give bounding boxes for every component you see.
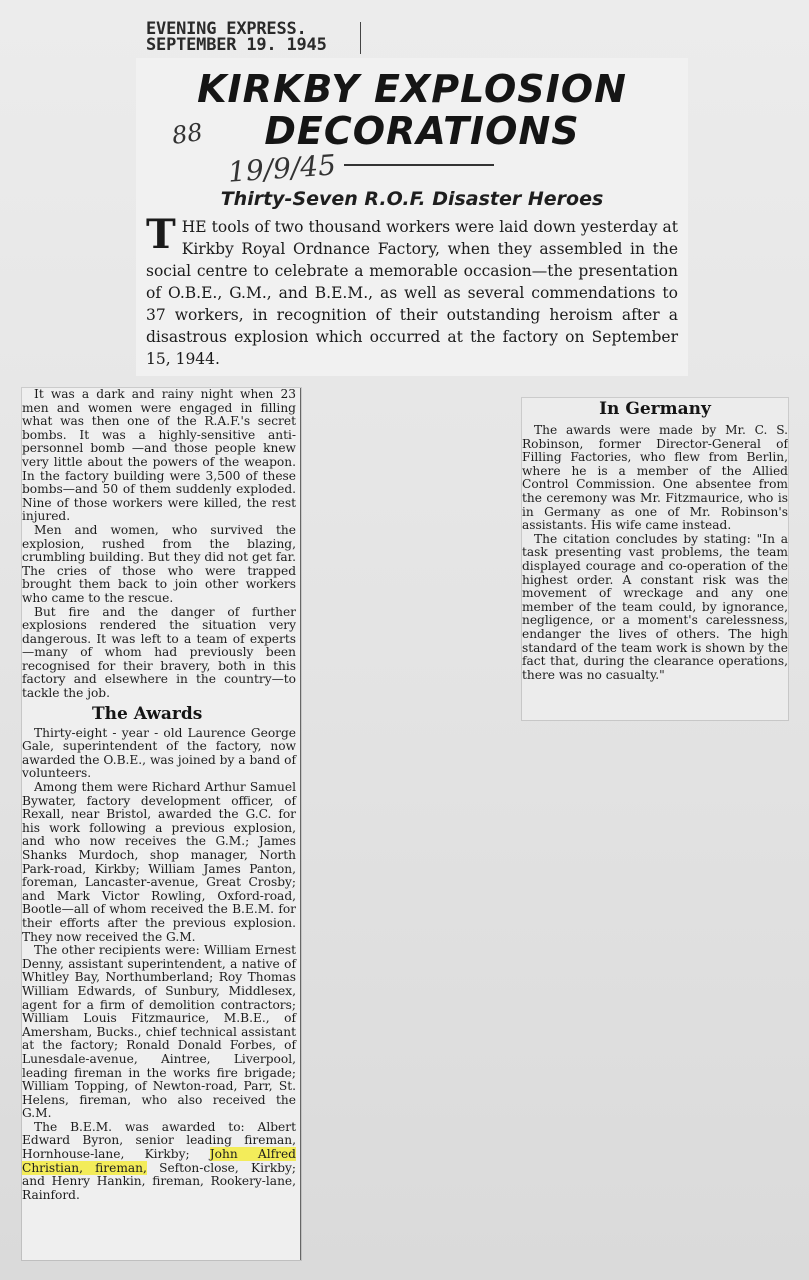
newspaper-name: EVENING EXPRESS. [146,19,307,39]
body-paragraph: The awards were made by Mr. C. S. Robinson, former Director-General of Filling Factories, who flew from Berlin, where he is a member of the Allied Control Commission. One absentee from the ceremony was Mr. Fitzmaurice, who is in Germany as one of Mr. Robinson's assistants. His wife came instead. [522,423,788,533]
drop-cap: T [146,211,176,258]
newspaper-date: SEPTEMBER 19. 1945 [146,35,327,55]
headline-clipping [136,58,688,376]
awards-heading: The Awards [92,703,203,724]
right-column-clipping [522,398,788,720]
bem-text-before: The B.E.M. was awarded to: Albert Edward Byron, senior leading fireman, Hornhouse-lane, Kirkby; [22,1119,296,1162]
in-germany-heading: In Germany [599,399,711,419]
masthead [146,21,362,54]
body-paragraph: But fire and the danger of further explosions rendered the situation very dangerous. It was left to a team of experts—many of whom had previously been recognised for their bravery, both in this factory and elsewhere in the country—to tackle the job. [22,604,296,701]
body-paragraph: It was a dark and rainy night when 23 men and women were engaged in filling what was then one of the R.A.F.'s secret bombs. It was a highly-sensitive anti-personnel bomb —and those people knew very little about the powers of the weapon. In the factory building were 3,500 of these bombs—and 50 of them suddenly exploded. Nine of those workers were killed, the rest injured. [22,388,296,524]
masthead-rule [360,22,361,54]
handwritten-underline [344,164,494,166]
bem-paragraph [22,1121,296,1203]
lede-text: HE tools of two thousand workers were laid down yesterday at Kirkby Royal Ordnance Factory, when they assembled in the social centre to celebrate a memorable occasion—the presentation of O.B.E., G.M., and B.E.M., as well as several commendations to 37 workers, in recognition of their outstanding heroism after a disastrous explosion which occurred at the factory on September 15, 1944. [146,218,678,368]
citation-paragraph: The citation concludes by stating: "In a task presenting vast problems, the team displayed courage and co-operation of the highest order. A constant risk was the movement of wreckage and any one member of the team could, by ignorance, negligence, or a moment's carelessness, endanger the lives of others. The high standard of the team work is shown by the fact that, during the clearance operations, there was no casualty." [522,531,788,682]
bem-text-after: Sefton-close, Kirkby; and Henry Hankin, fireman, Rookery-lane, Rainford. [22,1160,296,1202]
headline-line-2: DECORATIONS [264,109,580,153]
headline-line-1: KIRKBY EXPLOSION [197,67,627,111]
handwritten-reference: 88 [170,118,205,150]
left-column-clipping [22,388,301,1260]
subheadline: Thirty-Seven R.O.F. Disaster Heroes [220,188,604,210]
lede-paragraph [146,211,678,370]
handwritten-date: 19/9/45 [226,148,337,189]
headline [136,68,688,152]
awards-paragraph: Among them were Richard Arthur Samuel Bywater, factory development officer, of Rexall, near Bristol, awarded the G.C. for his work following a previous explosion, and who now receives the G.M.; James Shanks Murdoch, shop manager, North Park-road, Kirkby; William James Panton, foreman, Lancaster-avenue, Great Crosby; and Mark Victor Rowling, Oxford-road, Bootle—all of whom received the B.E.M. for their efforts after the previous explosion. They now received the G.M. [22,780,296,944]
highlighted-name: John Alfred Christian, fireman, [22,1147,296,1175]
awards-paragraph: The other recipients were: William Ernest Denny, assistant superintendent, a native of Whitley Bay, Northumberland; Roy Thomas William Edwards, of Sunbury, Middlesex, agent for a firm of demolition contractors; William Louis Fitzmaurice, M.B.E., of Amersham, Bucks., chief technical assistant at the factory; Ronald Donald Forbes, of Lunesdale-avenue, Aintree, Liverpool, leading fireman in the works fire brigade; William Topping, of Newton-road, Parr, St. Helens, fireman, who also received the G.M. [22,943,296,1121]
body-paragraph: Men and women, who survived the explosion, rushed from the blazing, crumbling building. But they did not get far. The cries of those who were trapped brought them back to join other workers who came to the rescue. [22,522,296,605]
awards-paragraph: Thirty-eight - year - old Laurence George Gale, superintendent of the factory, now awarded the O.B.E., was joined by a band of volunteers. [22,725,296,781]
